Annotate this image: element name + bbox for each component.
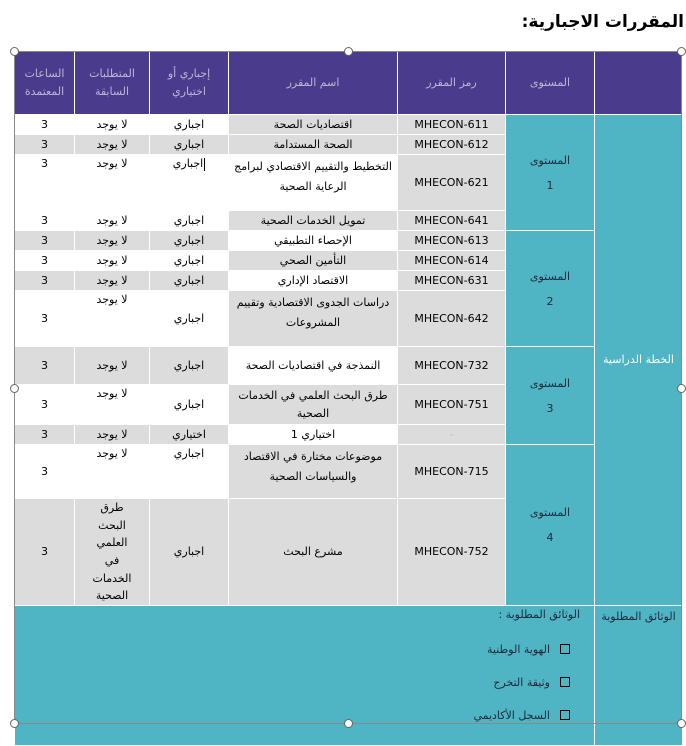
resize-handle-bottom-center[interactable]: [344, 719, 353, 728]
level-2-cell: [506, 231, 595, 347]
section-title: المقررات الاجبارية:: [521, 12, 684, 32]
course-code: MHECON-641: [398, 211, 506, 231]
course-prereq: لا يوجد: [75, 445, 150, 499]
course-name: طرق البحث العلمي في الخدمات الصحية: [229, 385, 398, 425]
course-prereq: لا يوجد: [75, 271, 150, 291]
study-plan-table: [14, 51, 683, 746]
course-type: اختياري: [150, 425, 229, 445]
course-code: MHECON-732: [398, 347, 506, 385]
course-code: MHECON-752: [398, 499, 506, 606]
course-type: اجباري: [150, 271, 229, 291]
checkbox-icon[interactable]: [560, 644, 570, 654]
level-3-cell: [506, 347, 595, 445]
table-row: [15, 347, 683, 385]
course-type: اجباري: [150, 499, 229, 606]
course-name: التأمين الصحي: [229, 251, 398, 271]
level-label: المستوى: [529, 269, 571, 283]
resize-handle-bottom-left[interactable]: [10, 719, 19, 728]
course-hours: 3: [15, 115, 75, 135]
course-prereq: لا يوجد: [75, 347, 150, 385]
course-hours: 3: [15, 425, 75, 445]
level-number: 3: [546, 401, 554, 415]
course-prereq: لا يوجد: [75, 115, 150, 135]
course-type: اجباري: [150, 445, 229, 499]
course-prereq: لا يوجد: [75, 425, 150, 445]
course-prereq: لا يوجد: [75, 251, 150, 271]
course-hours: 3: [15, 271, 75, 291]
level-1-cell: [506, 115, 595, 231]
course-name: الصحة المستدامة: [229, 135, 398, 155]
table-row: [15, 115, 683, 135]
course-code: MHECON-631: [398, 271, 506, 291]
course-name: تمويل الخدمات الصحية: [229, 211, 398, 231]
course-name: الاقتصاد الإداري: [229, 271, 398, 291]
course-code: MHECON-614: [398, 251, 506, 271]
course-type-cell[interactable]: [150, 155, 229, 211]
course-name: التخطيط والتقييم الاقتصادي لبرامج الرعاية الصحية: [229, 155, 398, 211]
document-item: [15, 666, 580, 699]
document-label: وثيقة التخرج: [493, 675, 550, 689]
course-code: MHECON-715: [398, 445, 506, 499]
course-name: النمذجة في اقتصاديات الصحة: [229, 347, 398, 385]
course-code: MHECON-642: [398, 291, 506, 347]
course-hours: 3: [15, 347, 75, 385]
course-hours: 3: [15, 291, 75, 347]
course-type: اجباري: [150, 385, 229, 425]
resize-handle-top-center[interactable]: [344, 47, 353, 56]
documents-heading: الوثائق المطلوبة :: [498, 607, 580, 621]
checkbox-icon[interactable]: [560, 677, 570, 687]
level-label: المستوى: [529, 505, 571, 519]
text-cursor: [204, 158, 205, 171]
course-hours: 3: [15, 445, 75, 499]
resize-handle-bottom-right[interactable]: [677, 719, 686, 728]
course-code: MHECON-612: [398, 135, 506, 155]
course-hours: 3: [15, 135, 75, 155]
course-name: الإحصاء التطبيقي: [229, 231, 398, 251]
documents-label: الوثائق المطلوبة: [595, 605, 683, 745]
resize-handle-top-left[interactable]: [10, 47, 19, 56]
course-type: اجباري: [150, 211, 229, 231]
resize-handle-top-right[interactable]: [677, 47, 686, 56]
course-type: اجباري: [150, 135, 229, 155]
header-name: اسم المقرر: [229, 52, 398, 115]
course-prereq: لا يوجد: [75, 385, 150, 425]
course-type: اجباري: [150, 347, 229, 385]
course-prereq: لا يوجد: [75, 155, 150, 211]
course-name: مشرع البحث: [229, 499, 398, 606]
course-type: اجباري: [150, 291, 229, 347]
course-type: اجباري: [150, 231, 229, 251]
course-name: اقتصاديات الصحة: [229, 115, 398, 135]
plan-label: الخطة الدراسية: [595, 115, 683, 606]
course-hours: 3: [15, 155, 75, 211]
course-type: اجباري: [172, 157, 204, 170]
course-prereq: لا يوجد: [75, 291, 150, 347]
course-type: اجباري: [150, 251, 229, 271]
course-code: MHECON-613: [398, 231, 506, 251]
course-prereq: لا يوجد: [75, 211, 150, 231]
course-name: دراسات الجدوى الاقتصادية وتقييم المشروعات: [229, 291, 398, 347]
level-number: 4: [546, 530, 554, 544]
level-number: 2: [546, 294, 554, 308]
table-row: [15, 445, 683, 499]
course-name: اختياري 1: [229, 425, 398, 445]
header-level: المستوى: [506, 52, 595, 115]
checkbox-icon[interactable]: [560, 710, 570, 720]
level-number: 1: [546, 178, 554, 192]
header-code: رمز المقرر: [398, 52, 506, 115]
course-code: MHECON-611: [398, 115, 506, 135]
table-row: [15, 231, 683, 251]
course-prereq: لا يوجد: [75, 135, 150, 155]
level-label: المستوى: [529, 153, 571, 167]
course-hours: 3: [15, 499, 75, 606]
level-4-cell: [506, 445, 595, 606]
document-label: الهوية الوطنية: [487, 642, 550, 656]
course-code: MHECON-621: [398, 155, 506, 211]
header-corner: [595, 52, 683, 115]
course-prereq: طرق البحث العلمي في الخدمات الصحية: [75, 499, 150, 606]
course-name: موضوعات مختارة في الاقتصاد والسياسات الصحية: [229, 445, 398, 499]
course-hours: 3: [15, 231, 75, 251]
course-prereq: لا يوجد: [75, 231, 150, 251]
resize-handle-middle-right[interactable]: [677, 384, 686, 393]
course-type: اجباري: [150, 115, 229, 135]
document-item: [15, 633, 580, 666]
header-type: إجباري أو اختياري: [150, 52, 229, 115]
resize-handle-middle-left[interactable]: [10, 384, 19, 393]
course-hours: 3: [15, 385, 75, 425]
documents-cell: [15, 605, 595, 745]
course-code: -: [398, 425, 506, 445]
course-hours: 3: [15, 251, 75, 271]
header-prereq: المتطلبات السابقة: [75, 52, 150, 115]
course-hours: 3: [15, 211, 75, 231]
document-label: السجل الأكاديمي: [473, 708, 550, 722]
level-label: المستوى: [529, 376, 571, 390]
course-code: MHECON-751: [398, 385, 506, 425]
document-item: [15, 699, 580, 732]
header-hours: الساعات المعتمدة: [15, 52, 75, 115]
